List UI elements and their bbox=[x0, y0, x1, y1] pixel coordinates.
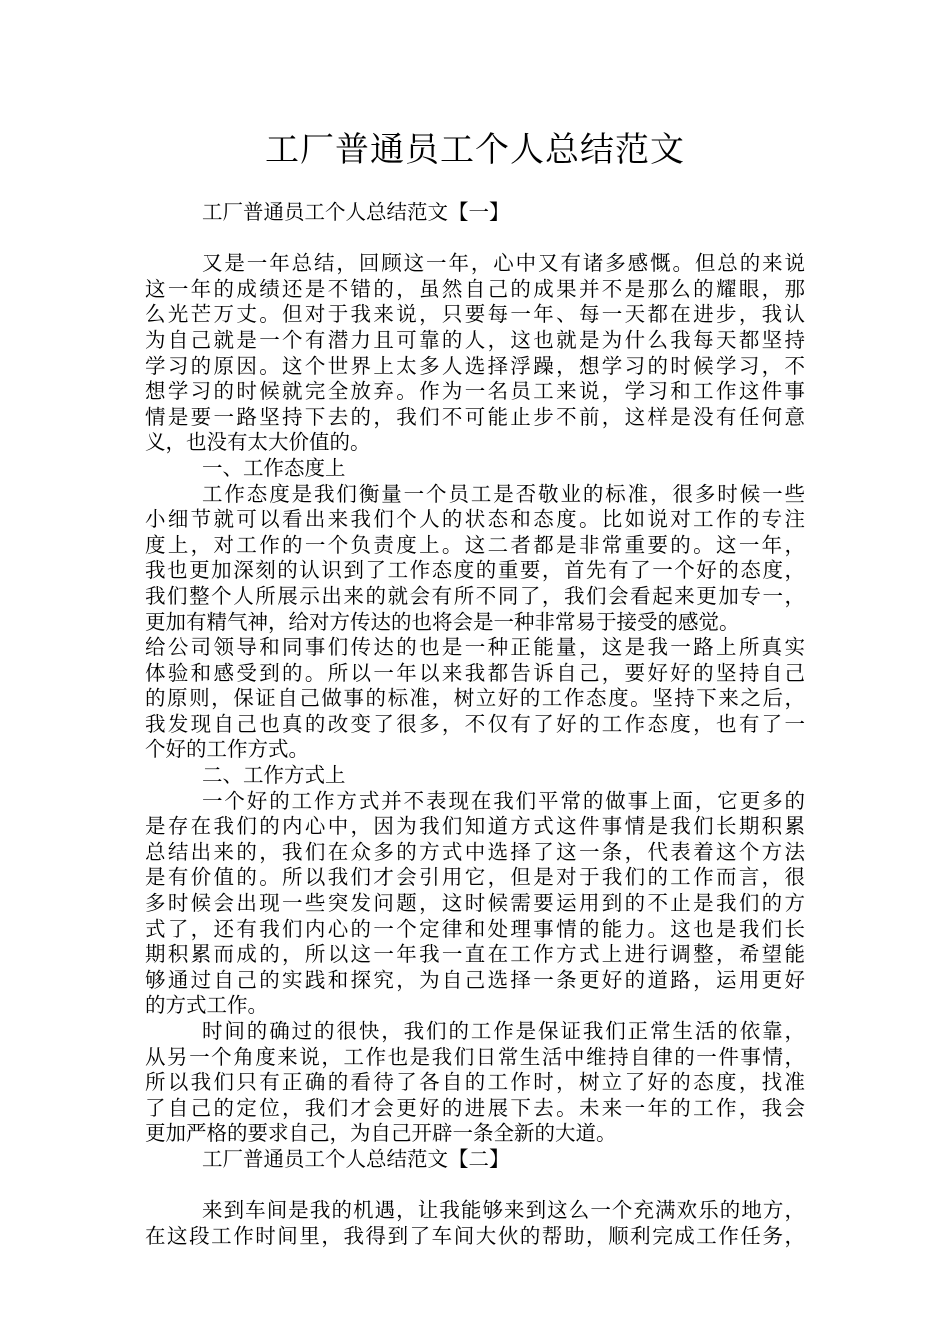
paragraph-line: 给公司领导和同事们传达的也是一种正能量，这是我一路上所真实 bbox=[145, 635, 805, 660]
paragraph-line: 工作态度是我们衡量一个员工是否敬业的标准，很多时候一些 bbox=[202, 481, 805, 506]
paragraph-line: 总结出来的，我们在众多的方式中选择了这一条，代表着这个方法 bbox=[145, 839, 805, 864]
paragraph-line: 在这段工作时间里，我得到了车间大伙的帮助，顺利完成工作任务， bbox=[145, 1223, 805, 1248]
paragraph-line: 我也更加深刻的认识到了工作态度的重要，首先有了一个好的态度， bbox=[145, 558, 805, 583]
paragraph-line: 么光芒万丈。但对于我来说，只要每一年、每一天都在进步，我认 bbox=[145, 302, 805, 327]
paragraph-line: 更加严格的要求自己，为自己开辟一条全新的大道。 bbox=[145, 1121, 617, 1146]
subsection-heading: 一、工作态度上 bbox=[202, 455, 346, 480]
paragraph-line: 是存在我们的内心中，因为我们知道方式这件事情是我们长期积累 bbox=[145, 814, 805, 839]
document-body bbox=[145, 200, 805, 1249]
paragraph-line: 义，也没有太大价值的。 bbox=[145, 430, 371, 455]
paragraph-line: 这一年的成绩还是不错的，虽然自己的成果并不是那么的耀眼，那 bbox=[145, 276, 805, 301]
paragraph-line: 又是一年总结，回顾这一年，心中又有诸多感慨。但总的来说 bbox=[202, 251, 805, 276]
section-heading: 工厂普通员工个人总结范文【一】 bbox=[202, 200, 510, 224]
paragraph-line: 体验和感受到的。所以一年以来我都告诉自己，要好好的坚持自己 bbox=[145, 660, 805, 685]
paragraph-line: 为自己就是一个有潜力且可靠的人，这也就是为什么我每天都坚持 bbox=[145, 327, 805, 352]
paragraph-line: 来到车间是我的机遇，让我能够来到这么一个充满欢乐的地方， bbox=[202, 1198, 805, 1223]
paragraph-line: 情是要一路坚持下去的，我们不可能止步不前，这样是没有任何意 bbox=[145, 404, 805, 429]
paragraph-line: 式了，还有我们内心的一个定律和处理事情的能力。这也是我们长 bbox=[145, 916, 805, 941]
paragraph-line: 想学习的时候就完全放弃。作为一名员工来说，学习和工作这件事 bbox=[145, 379, 805, 404]
paragraph-line: 一个好的工作方式并不表现在我们平常的做事上面，它更多的 bbox=[202, 788, 805, 813]
paragraph-line: 我发现自己也真的改变了很多，不仅有了好的工作态度，也有了一 bbox=[145, 711, 805, 736]
paragraph-line: 度上，对工作的一个负责度上。这二者都是非常重要的。这一年， bbox=[145, 532, 805, 557]
paragraph-line: 了自己的定位，我们才会更好的进展下去。未来一年的工作，我会 bbox=[145, 1095, 805, 1120]
paragraph-line: 多时候会出现一些突发问题，这时候需要运用到的不止是我们的方 bbox=[145, 891, 805, 916]
paragraph-line: 是有价值的。所以我们才会引用它，但是对于我们的工作而言，很 bbox=[145, 865, 805, 890]
paragraph-line: 个好的工作方式。 bbox=[145, 737, 309, 762]
paragraph-line: 时间的确过的很快，我们的工作是保证我们正常生活的依靠， bbox=[202, 1019, 805, 1043]
paragraph-line: 期积累而成的，所以这一年我一直在工作方式上进行调整，希望能 bbox=[145, 942, 805, 967]
section-heading: 工厂普通员工个人总结范文【二】 bbox=[202, 1146, 510, 1171]
document-title: 工厂普通员工个人总结范文 bbox=[265, 130, 685, 170]
blank-line bbox=[145, 1173, 805, 1199]
paragraph-line: 小细节就可以看出来我们个人的状态和态度。比如说对工作的专注 bbox=[145, 507, 805, 532]
paragraph-line: 的原则，保证自己做事的标准，树立好的工作态度。坚持下来之后， bbox=[145, 686, 805, 711]
paragraph-line: 的方式工作。 bbox=[145, 993, 268, 1018]
paragraph-line: 更加有精气神，给对方传达的也将会是一种非常易于接受的感觉。 bbox=[145, 609, 740, 634]
paragraph-line: 从另一个角度来说，工作也是我们日常生活中维持自律的一件事情， bbox=[145, 1044, 805, 1069]
subsection-heading: 二、工作方式上 bbox=[202, 763, 346, 788]
paragraph-line: 我们整个人所展示出来的就会有所不同了，我们会看起来更加专一， bbox=[145, 583, 805, 608]
paragraph-line: 学习的原因。这个世界上太多人选择浮躁，想学习的时候学习，不 bbox=[145, 353, 805, 378]
paragraph-line: 够通过自己的实践和探究，为自己选择一条更好的道路，运用更好 bbox=[145, 967, 805, 992]
paragraph-line: 所以我们只有正确的看待了各自的工作时，树立了好的态度，找准 bbox=[145, 1070, 805, 1095]
blank-line bbox=[145, 226, 805, 252]
